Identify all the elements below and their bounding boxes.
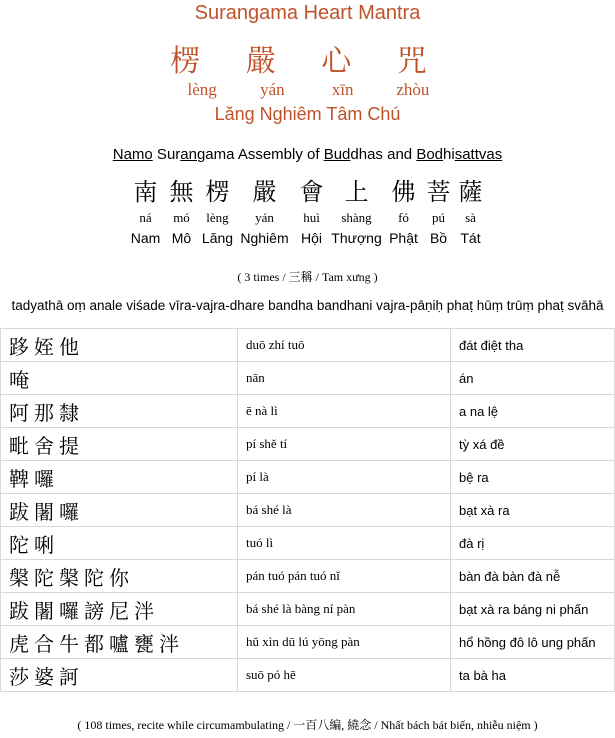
hanzi-cell: 毗舍提 bbox=[1, 428, 238, 461]
table-row bbox=[1, 527, 615, 560]
namo-viet-word: Tát bbox=[460, 230, 481, 246]
pinyin-cell: pí là bbox=[238, 461, 451, 494]
namo-heading-part: Bod bbox=[416, 146, 444, 163]
hanzi-cell: 跋闍囉 bbox=[1, 494, 238, 527]
page-title: Surangama Heart Mantra bbox=[194, 2, 421, 24]
vietnamese-cell: tỳ xá đề bbox=[451, 428, 615, 461]
namo-hanzi-char: 會 bbox=[299, 178, 324, 206]
hanzi-cell: 鞞囉 bbox=[1, 461, 238, 494]
hanzi-cell: 陀唎 bbox=[1, 527, 238, 560]
pinyin-title-syllable: zhòu bbox=[396, 80, 430, 99]
namo-viet-word: Thượng bbox=[331, 230, 382, 246]
namo-pinyin-syllable: lèng bbox=[206, 210, 229, 225]
namo-pinyin-syllable: fó bbox=[398, 210, 409, 225]
table-row bbox=[1, 626, 615, 659]
table-row bbox=[1, 494, 615, 527]
namo-pinyin-syllable: ná bbox=[139, 210, 152, 225]
pinyin-cell: pán tuó pán tuó nǐ bbox=[238, 560, 451, 593]
hanzi-cell: 跋闍囉謗尼泮 bbox=[1, 593, 238, 626]
hanzi-cell: 虎合牛都嚧甕泮 bbox=[1, 626, 238, 659]
vietnamese-cell: hổ hồng đô lô ung phấn bbox=[451, 626, 615, 659]
namo-heading-part: Namo bbox=[112, 146, 153, 163]
circumambulation-note: ( 108 times, recite while circumambulating / 一百八編, 繞念 / Nhất bách bát biến, nhiễu niệm ) bbox=[77, 718, 538, 732]
pinyin-cell: duō zhí tuō bbox=[238, 329, 451, 362]
namo-heading-part: an bbox=[180, 146, 197, 163]
pinyin-cell: bá shé là bbox=[238, 494, 451, 527]
pinyin-title-syllable: yán bbox=[260, 80, 285, 99]
hanzi-cell: 唵 bbox=[1, 362, 238, 395]
namo-viet-word: Mô bbox=[171, 230, 192, 246]
namo-hanzi-char: 佛 bbox=[391, 178, 416, 206]
table-row bbox=[1, 659, 615, 692]
namo-heading-part: Bud bbox=[323, 146, 351, 163]
pinyin-cell: pí shě tí bbox=[238, 428, 451, 461]
hanzi-cell: 莎婆訶 bbox=[1, 659, 238, 692]
namo-viet-word: Nghiêm bbox=[240, 230, 289, 246]
namo-pinyin-syllable: pú bbox=[432, 210, 445, 225]
table-row bbox=[1, 395, 615, 428]
namo-hanzi-row bbox=[0, 172, 615, 207]
namo-hanzi-char: 無 bbox=[169, 178, 194, 206]
hanzi-cell: 阿那隸 bbox=[1, 395, 238, 428]
pinyin-cell: suō pó hē bbox=[238, 659, 451, 692]
namo-pinyin-syllable: shàng bbox=[341, 210, 372, 225]
pinyin-cell: bá shé là bàng ní pàn bbox=[238, 593, 451, 626]
namo-viet-word: Bồ bbox=[429, 230, 448, 246]
namo-hanzi-char: 上 bbox=[344, 178, 369, 206]
hanzi-cell: 槃陀槃陀你 bbox=[1, 560, 238, 593]
namo-hanzi-char: 嚴 bbox=[252, 178, 277, 206]
vietnamese-cell: bạt xà ra báng ni phấn bbox=[451, 593, 615, 626]
vietnamese-cell: ta bà ha bbox=[451, 659, 615, 692]
namo-viet-word: Phật bbox=[389, 230, 418, 246]
table-row bbox=[1, 362, 615, 395]
vietnamese-cell: bệ ra bbox=[451, 461, 615, 494]
pinyin-title-syllable: lèng bbox=[187, 80, 217, 99]
namo-viet-word: Nam bbox=[130, 230, 161, 246]
vietnamese-cell: án bbox=[451, 362, 615, 395]
namo-heading-part: gama Assembly of bbox=[196, 146, 324, 163]
pinyin-title bbox=[0, 80, 615, 100]
namo-heading bbox=[0, 146, 615, 163]
namo-vietnamese-row bbox=[0, 230, 615, 246]
table-row bbox=[1, 428, 615, 461]
pinyin-cell: hǔ xìn dū lú yōng pàn bbox=[238, 626, 451, 659]
namo-pinyin-syllable: sà bbox=[465, 210, 476, 225]
pinyin-cell: tuó lì bbox=[238, 527, 451, 560]
vietnamese-cell: đát điệt tha bbox=[451, 329, 615, 362]
namo-pinyin-syllable: yán bbox=[255, 210, 274, 225]
namo-viet-word: Lăng bbox=[201, 230, 234, 246]
hanzi-cell: 跢姪他 bbox=[1, 329, 238, 362]
namo-hanzi-char: 楞 bbox=[205, 178, 230, 206]
pinyin-title-syllable: xīn bbox=[331, 80, 354, 99]
table-row bbox=[1, 461, 615, 494]
namo-heading-part: sattvas bbox=[454, 146, 503, 163]
namo-hanzi-char: 南 bbox=[133, 178, 158, 206]
namo-heading-part: hi bbox=[443, 146, 455, 163]
vietnamese-cell: bàn đà bàn đà nễ bbox=[451, 560, 615, 593]
namo-viet-word: Hội bbox=[300, 230, 322, 246]
pinyin-cell: ē nà lì bbox=[238, 395, 451, 428]
mantra-table-body bbox=[1, 329, 615, 692]
table-row bbox=[1, 329, 615, 362]
hanzi-title: 楞 嚴 心 咒 bbox=[170, 44, 445, 79]
vietnamese-cell: đà rị bbox=[451, 527, 615, 560]
table-row bbox=[1, 593, 615, 626]
vietnamese-cell: bạt xà ra bbox=[451, 494, 615, 527]
vietnamese-cell: a na lệ bbox=[451, 395, 615, 428]
namo-heading-part: Sur bbox=[152, 146, 181, 163]
pinyin-cell: nān bbox=[238, 362, 451, 395]
mantra-table bbox=[0, 328, 615, 692]
recitation-count-note: ( 3 times / 三稱 / Tam xưng ) bbox=[237, 270, 378, 284]
table-row bbox=[1, 560, 615, 593]
namo-heading-part: dhas bbox=[350, 146, 383, 163]
namo-pinyin-syllable: huì bbox=[303, 210, 320, 225]
namo-pinyin-syllable: mó bbox=[173, 210, 190, 225]
namo-hanzi-char: 菩 bbox=[426, 178, 451, 206]
namo-pinyin-row bbox=[0, 210, 615, 226]
namo-hanzi-char: 薩 bbox=[458, 178, 483, 206]
namo-heading-part: and bbox=[382, 146, 417, 163]
sanskrit-transliteration: tadyathā oṃ anale viśade vīra-vajra-dhare bandha bandhani vajra-pāṇiḥ phaṭ hūṃ trūṃ phaṭ svāhā bbox=[11, 298, 604, 313]
vietnamese-title: Lăng Nghiêm Tâm Chú bbox=[214, 104, 401, 124]
